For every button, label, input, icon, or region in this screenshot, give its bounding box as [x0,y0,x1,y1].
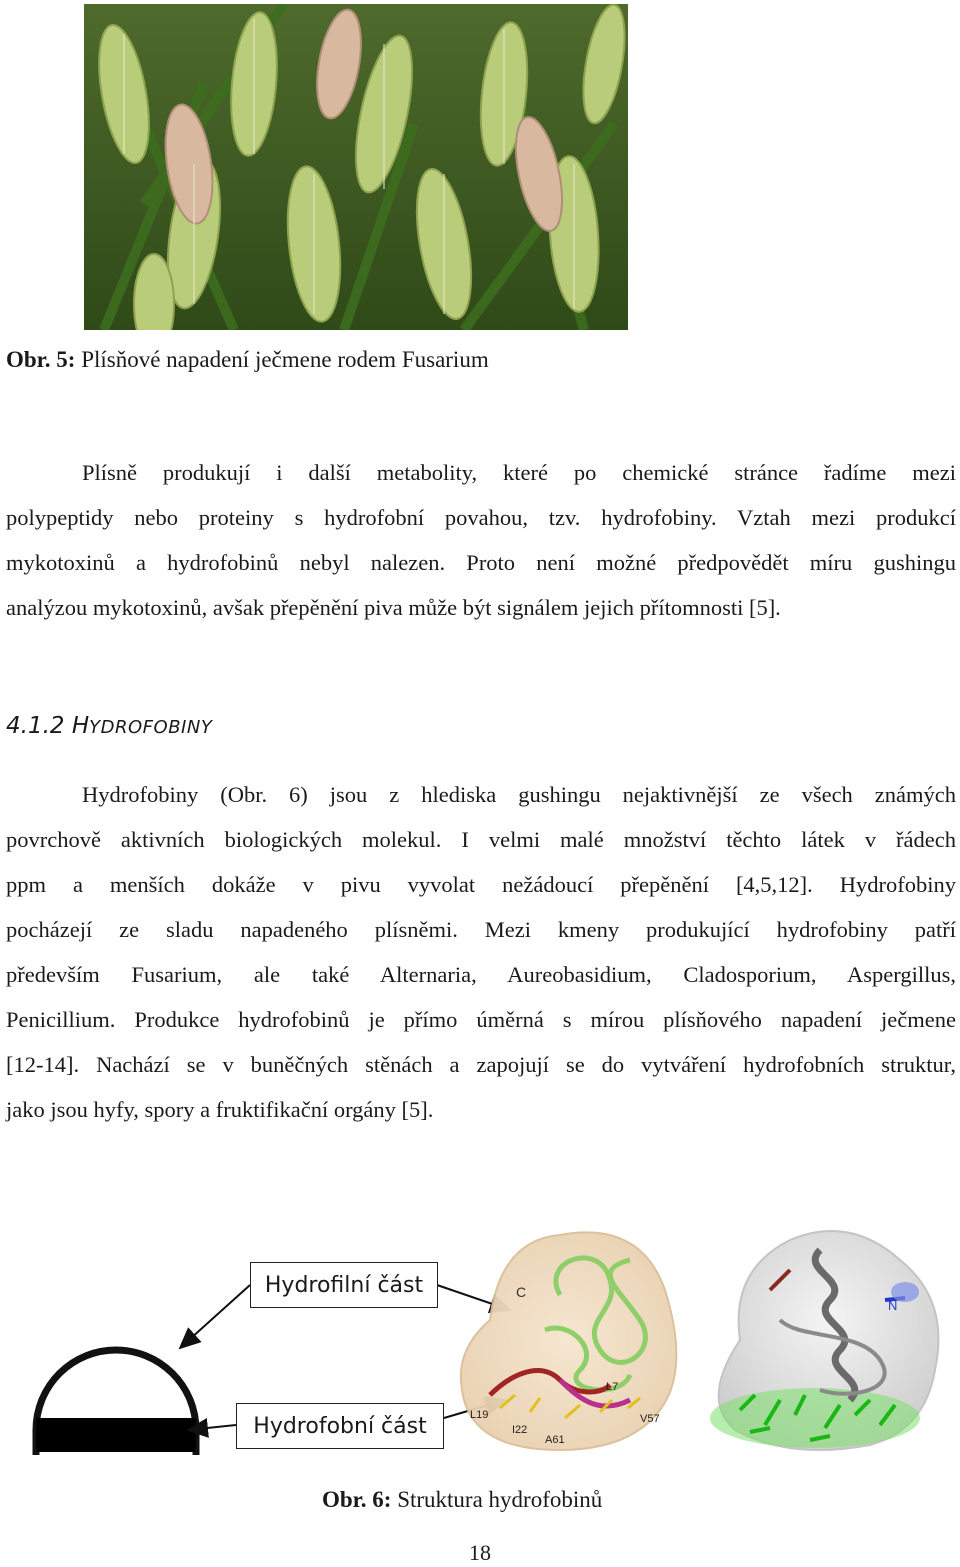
figure6-caption-text: Struktura hydrofobinů [391,1487,603,1512]
paragraph-2-line: ppm a menších dokáže v pivu vyvolat nežádoucí přepěnění [4,5,12]. Hydrofobiny [6,872,956,897]
page-number: 18 [469,1540,491,1565]
protein-structure-2 [710,1231,938,1450]
paragraph-1 [6,450,956,630]
label-i22: I22 [512,1424,528,1436]
paragraph-2-line: povrchově aktivních biologických molekul. I velmi malé množství těchto látek v řádech [6,827,956,852]
barley-fusarium-photo [84,4,628,330]
label-v57: V57 [640,1413,660,1425]
paragraph-1-line: polypeptidy nebo proteiny s hydrofobní povahou, tzv. hydrofobiny. Vztah mezi produkcí [6,505,956,530]
arrow-to-dome-top [180,1285,250,1348]
paragraph-2-line: Hydrofobiny (Obr. 6) jsou z hlediska gushingu nejaktivnější ze všech známých [82,782,956,807]
paragraph-2-line: Penicillium. Produkce hydrofobinů je přímo úměrná s mírou plísňového napadení ječmene [6,1007,956,1032]
section-heading [6,713,212,739]
section-title-rest: YDROFOBINY [89,717,213,738]
section-title-initial: H [71,713,90,739]
label-l7: L7 [606,1381,619,1393]
section-number: 4.1.2 [6,713,72,739]
hydrophilic-label-box [250,1262,438,1308]
figure6-caption [322,1487,602,1513]
hydrophobin-figure [0,1200,960,1500]
label-c: C [516,1284,527,1300]
paragraph-1-line: mykotoxinů a hydrofobinů nebyl nalezen. Proto není možné předpovědět míru gushingu [6,550,956,575]
figure5-caption-label: Obr. 5: [6,347,76,372]
label-a61: A61 [545,1434,565,1446]
paragraph-2 [6,772,956,1132]
hydrophobic-label: Hydrofobní část [253,1413,427,1439]
figure5-caption-text: Plísňové napadení ječmene rodem Fusarium [75,347,489,372]
figure5-caption [6,347,489,373]
protein-structure-1 [461,1232,677,1450]
paragraph-2-line: především Fusarium, ale také Alternaria, Aureobasidium, Cladosporium, Aspergillus, [6,962,956,987]
label-n: N [888,1298,898,1313]
dome-schematic [36,1350,196,1455]
paragraph-1-line: analýzou mykotoxinů, avšak přepěnění piva může být signálem jejich přítomnosti [5]. [6,595,781,620]
hydrophilic-label: Hydrofilní část [264,1272,424,1298]
hydrophobic-label-box [236,1403,444,1449]
paragraph-2-line: jako jsou hyfy, spory a fruktifikační orgány [5]. [6,1097,434,1122]
paragraph-2-line: pocházejí ze sladu napadeného plísněmi. Mezi kmeny produkující hydrofobiny patří [6,917,956,942]
paragraph-2-line: [12-14]. Nachází se v buněčných stěnách a zapojují se do vytváření hydrofobních struktur, [6,1052,956,1077]
figure6-caption-label: Obr. 6: [322,1487,392,1512]
label-l19: L19 [470,1409,489,1421]
paragraph-1-line: Plísně produkují i další metabolity, které po chemické stránce řadíme mezi [82,460,956,485]
